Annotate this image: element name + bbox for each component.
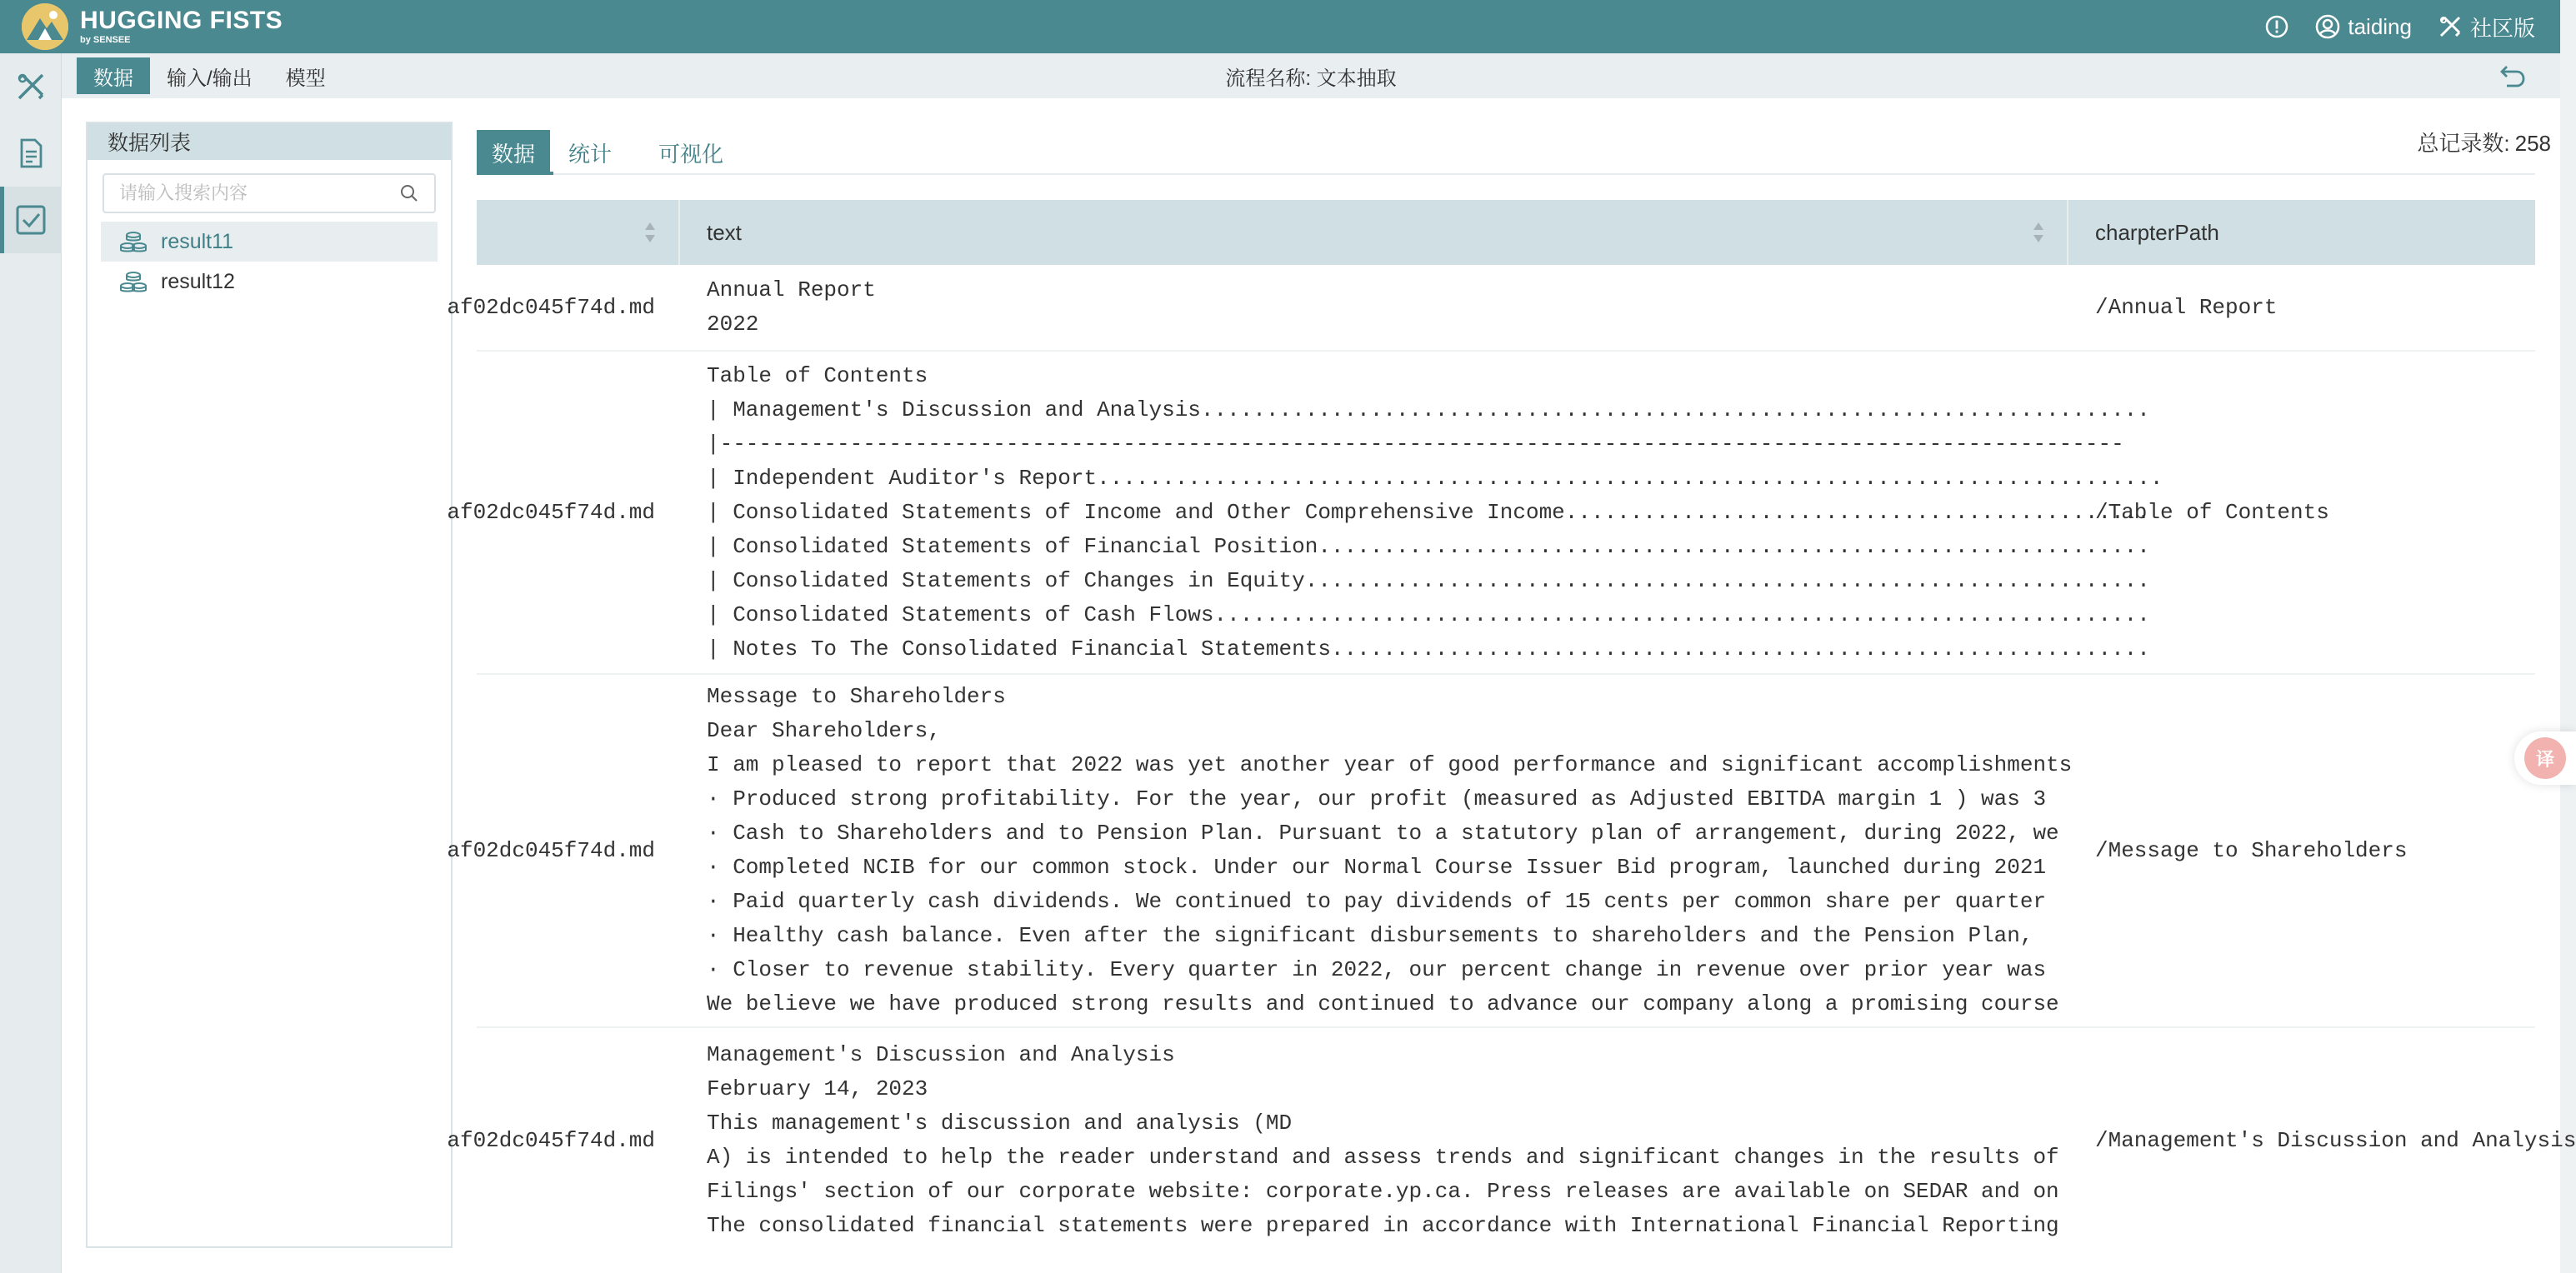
subtab-model[interactable]: 模型 [285, 67, 326, 90]
top-bar [0, 0, 2560, 53]
tools-icon [14, 70, 48, 103]
rail-document[interactable] [0, 120, 62, 187]
row-text: Annual Report 2022 [707, 277, 876, 337]
sub-bar [62, 53, 2560, 98]
row-text: Table of Contents | Management's Discussion and Analysis......................................................................... |------------------------------------------------------------------------------------------------------------ | Independent Auditor's Report.................................................................................. | Consolidated Statements of Income and Other Comprehensive Income............................................. | Consolidated Statements of Financial Position................................................................ | Consolidated Statements of Changes in Equity................................................................. | Consolidated Statements of Cash Flows........................................................................ | Notes To The Consolidated Financial Statements............................................................... [707, 362, 2163, 661]
row-text: Management's Discussion and Analysis February 14, 2023 This management's discussion and analysis (MD A) is intended to help the reader understand and assess trends and significant changes in the results of Filings' section of our corporate website: corporate.yp.ca. Press releases are available on SEDAR and on The consolidated financial statements were prepared in accordance with International Financial Reporting [707, 1042, 2059, 1238]
list-item-result12[interactable] [101, 262, 438, 302]
column-chapter-path[interactable]: charpterPath [2095, 219, 2219, 245]
search-icon[interactable] [399, 183, 419, 203]
translate-icon: 译 [2524, 737, 2566, 779]
data-list-panel [86, 122, 453, 1248]
rail-tools[interactable] [0, 53, 62, 120]
row-id: af02dc045f74d.md [447, 838, 655, 863]
dataset-icon [118, 229, 149, 254]
subtab-io[interactable]: 输入/输出 [167, 67, 253, 90]
data-list-title: 数据列表 [88, 123, 451, 160]
user-name: taiding [2348, 13, 2412, 39]
table-header [477, 200, 2535, 265]
column-id[interactable] [477, 200, 680, 265]
total-records [2417, 127, 2551, 157]
user-menu[interactable] [2314, 13, 2412, 40]
sort-icon[interactable] [643, 220, 657, 245]
search-box [103, 173, 436, 213]
search-input[interactable] [119, 182, 399, 204]
tabs-underline [477, 173, 2535, 175]
subtab-data[interactable]: 数据 [77, 57, 150, 94]
table-row[interactable] [447, 265, 2535, 352]
row-path: /Management's Discussion and Analysis [2095, 1128, 2576, 1153]
row-id: af02dc045f74d.md [447, 500, 655, 525]
alert-icon [2264, 14, 2289, 39]
row-id: af02dc045f74d.md [447, 1128, 655, 1153]
row-id: af02dc045f74d.md [447, 295, 655, 320]
row-text: Message to Shareholders Dear Shareholders, I am pleased to report that 2022 was yet another year of good performance and significant accomplishments · Produced strong profitability. For the year, our profit (measured as Adjusted EBITDA margin 1 ) was 3 · Cash to Shareholders and to Pension Plan. Pursuant to a statutory plan of arrangement, during 2022, we · Completed NCIB for our common stock. Under our Normal Course Issuer Bid program, launched during 2021 · Paid quarterly cash dividends. We continued to pay dividends of 15 cents per common share per quarter · Healthy cash balance. Even after the significant disbursements to shareholders and the Pension Plan, · Closer to revenue stability. Every quarter in 2022, our percent change in revenue over prior year was We believe we have produced strong results and continued to advance our company along a promising course [707, 684, 2073, 1016]
app-logo[interactable] [22, 3, 283, 50]
total-value: 258 [2514, 131, 2551, 156]
table-row[interactable] [447, 1028, 2576, 1253]
tab-data[interactable]: 数据 [477, 130, 550, 175]
undo-button[interactable] [2498, 62, 2527, 90]
list-item-label: result12 [161, 269, 235, 293]
edition-button[interactable] [2437, 12, 2535, 42]
table-row[interactable] [447, 352, 2535, 675]
flow-title: 流程名称: 文本抽取 [1225, 67, 1397, 90]
checkbox-icon [14, 203, 48, 237]
list-item-result11[interactable] [101, 222, 438, 262]
document-icon [14, 137, 48, 170]
undo-icon [2498, 62, 2527, 90]
row-path: /Message to Shareholders [2095, 838, 2408, 863]
content-tabs [477, 118, 755, 175]
tools-icon [2437, 13, 2463, 40]
info-button[interactable] [2264, 14, 2289, 39]
row-path: /Annual Report [2095, 295, 2278, 320]
table-row[interactable] [447, 675, 2535, 1028]
total-label: 总记录数: [2417, 131, 2510, 156]
user-icon [2314, 13, 2341, 40]
data-table [447, 200, 2576, 1251]
row-path: /Table of Contents [2095, 500, 2329, 525]
tab-visualization[interactable]: 可视化 [658, 141, 724, 167]
left-rail [0, 53, 62, 1273]
app-name: HUGGING FISTS [80, 7, 283, 34]
app-subtitle: by SENSEE [80, 35, 131, 45]
list-item-label: result11 [161, 229, 234, 253]
dataset-icon [118, 269, 149, 294]
edition-label: 社区版 [2469, 15, 2535, 41]
column-text[interactable]: text [680, 200, 2068, 265]
tab-statistics[interactable]: 统计 [568, 141, 613, 167]
sort-icon[interactable] [2032, 220, 2045, 245]
translate-float-button[interactable] [2514, 731, 2576, 785]
rail-check[interactable] [0, 187, 62, 253]
logo-icon [22, 3, 68, 50]
